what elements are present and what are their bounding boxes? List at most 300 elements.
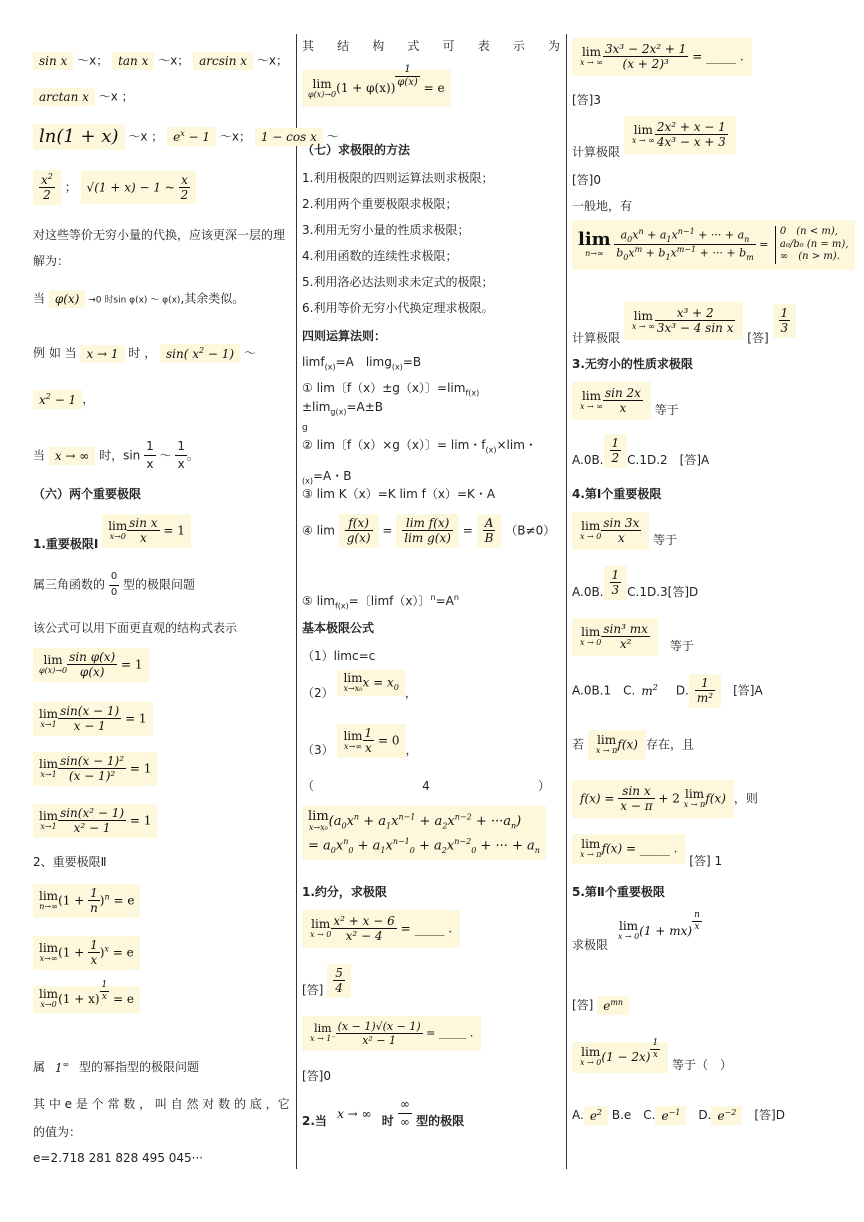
exponent: ∞ (62, 1060, 70, 1069)
base: 1 (54, 1061, 63, 1075)
denominator: x (146, 457, 154, 472)
formula-1-inf (49, 1058, 75, 1077)
text: ～ (243, 346, 256, 361)
formula-tanx: tan x (112, 52, 154, 70)
formula-e-minus-1 (655, 1106, 686, 1125)
formula-phi-e (302, 64, 451, 107)
lim: lim (343, 728, 363, 743)
text: 型的极限问题 (119, 577, 196, 592)
t: n (343, 837, 349, 847)
heading-limit-2: 5.第Ⅱ个重要极限 (572, 885, 665, 899)
formula (33, 648, 149, 682)
text: ×lim・ (496, 438, 537, 452)
e-base: e (173, 130, 181, 145)
denominator: 3 (780, 321, 789, 336)
numerator: (x − 1)√(x − 1) (337, 1020, 421, 1033)
method-1: 1.利用极限的四则运算法则求极限； (302, 171, 494, 185)
t: + ··· + a (694, 228, 745, 242)
important-limit-1 (33, 514, 191, 552)
exercise-2 (302, 1016, 481, 1051)
heading-arithmetic-rules: 四则运算法则： (302, 329, 387, 343)
answer-label: [答] (302, 983, 324, 998)
exercise-c3-6 (572, 618, 694, 656)
exercise-c3-1 (572, 38, 752, 76)
t: x (632, 228, 639, 242)
t: x (628, 246, 635, 260)
heading-reduce: 1.约分，求极限 (302, 885, 387, 899)
lim: lim (314, 1022, 332, 1036)
rule-1 (302, 380, 560, 418)
text: 当 (33, 291, 49, 306)
column-divider-right (566, 34, 567, 1169)
text: 求极限 (572, 937, 609, 952)
rest: − 1) (204, 347, 235, 361)
text: （ (302, 779, 315, 793)
text: 4 (422, 779, 430, 793)
answer-label: [答] (747, 331, 769, 346)
formula (33, 804, 157, 838)
options-c3-5 (572, 566, 698, 600)
formula (337, 670, 404, 696)
blank: _____ (414, 921, 445, 936)
text: = (458, 523, 477, 538)
denominator: 2 (180, 187, 189, 202)
denominator: x (364, 741, 372, 756)
text: C.1D.2 [答]A (627, 453, 710, 468)
exercise-c3-10 (572, 910, 708, 952)
text: B.e C. (608, 1108, 656, 1123)
dot: . (444, 921, 453, 936)
fraction (604, 434, 628, 468)
formula (33, 702, 153, 736)
paragraph-e-constant: 其 中 e 是 个 常 数 ， 叫 自 然 对 数 的 底 ，它的值为： (33, 1097, 290, 1139)
t: + a (353, 838, 381, 854)
formula-limit-1 (102, 514, 191, 548)
equiv-text: ～x ； (98, 89, 134, 104)
options-c3-4 (572, 434, 709, 468)
t: 0 (627, 234, 633, 244)
text: 若 (572, 737, 585, 752)
formula (33, 752, 157, 786)
formula-phi: φ(x) (49, 290, 86, 308)
lim: lim (343, 671, 363, 685)
section-heading-7: （七）求极限的方法 (302, 143, 411, 157)
equiv-text: ～x； (77, 53, 109, 68)
lim: lim (619, 919, 639, 934)
formula (572, 38, 752, 76)
t: n−1 (398, 812, 416, 822)
x: x (39, 393, 46, 407)
rule-0 (302, 354, 421, 373)
formula-arctanx: arctan x (33, 88, 95, 106)
text: 时 (377, 1114, 398, 1129)
denominator: x² − 1 (362, 1034, 397, 1048)
lim-sub: x→x₀ (343, 684, 363, 694)
text: [答]A (721, 683, 763, 698)
lim-sub: x → π (683, 800, 706, 810)
t: n (353, 812, 360, 822)
denominator: (x + 2)³ (622, 57, 669, 72)
exercise-c3-11 (572, 1038, 733, 1073)
text: 存在，且 (645, 737, 694, 752)
formula (33, 936, 140, 970)
exponent: 2 (652, 683, 658, 693)
numerator: 1 (780, 306, 789, 320)
exercise-c3-7 (572, 730, 694, 760)
formula-x2-over-2 (33, 170, 61, 205)
basic-1: （1）limc=c (302, 649, 376, 663)
formula-e-1x (33, 980, 140, 1013)
result: = 1 (126, 761, 152, 776)
lim-sub: x→1 (40, 720, 57, 730)
text: [答]D (742, 1108, 785, 1123)
numerator: 1 (611, 436, 620, 450)
t: 0 (341, 821, 347, 831)
sqrt-expr: √(1 + x) − 1 ~ (86, 179, 179, 194)
base-close: ) (99, 893, 105, 908)
lim-sub: φ(x)→0 (308, 89, 337, 99)
numerator: x³ + 2 (655, 306, 736, 321)
lim: lim (581, 518, 601, 533)
formula (477, 514, 502, 548)
denominator: x (177, 457, 185, 472)
numerator: ∞ (398, 1096, 412, 1114)
equivalence-row-2 (33, 88, 134, 106)
exponent: 2 (596, 1108, 603, 1117)
lim: lim (308, 809, 329, 824)
t: + a (643, 228, 667, 242)
paragraph-general: 一般地，有 (572, 199, 633, 213)
text: （2） (302, 685, 334, 700)
base-close: ) (99, 945, 105, 960)
text: ） (537, 779, 550, 793)
lim-sub: x→1 (40, 770, 57, 780)
text: ④ lim (302, 523, 339, 538)
formula-x2-1 (33, 390, 82, 409)
formula (339, 514, 379, 548)
sub: (x) (302, 476, 313, 486)
method-5: 5.利用洛必达法则求未定式的极限； (302, 275, 494, 289)
sub: f(x) (334, 601, 349, 611)
denominator: x (652, 1049, 658, 1060)
formula (302, 910, 460, 948)
base: (1 − 2x) (601, 1049, 651, 1064)
lim: lim (685, 786, 705, 801)
char: 其 (302, 39, 315, 53)
case: ∞ (n > m). (779, 251, 840, 262)
formula (396, 514, 459, 548)
denominator: x² (619, 637, 632, 652)
t: x (446, 838, 455, 854)
lim-sub: x → 0 (580, 532, 602, 542)
answer: [答] 1 (689, 853, 723, 868)
t: n−2 (454, 812, 472, 822)
lim-sub: n→∞ (585, 249, 604, 259)
denominator: g(x) (346, 531, 371, 546)
t: x (346, 814, 354, 830)
numerator: 0 (109, 570, 119, 586)
blank: _____ (706, 49, 737, 64)
dot: . (466, 1026, 474, 1040)
numerator: f(x) (345, 516, 373, 531)
formula-1-cosx: 1 − cos x (255, 128, 323, 146)
equiv-text: ～x； (219, 129, 251, 144)
t: x (391, 814, 399, 830)
equivalence-row-4 (33, 170, 196, 205)
text: =B (402, 355, 422, 369)
paragraph-explanation: 对这些等价无穷小量的代换，应该更深一层的理解为： (33, 228, 286, 268)
numerator: 1 (144, 438, 156, 456)
formula (624, 116, 736, 154)
sub: (x) (391, 362, 403, 372)
result: = e (108, 945, 134, 960)
heading-basic-formulas: 基本极限公式 (302, 621, 375, 635)
base-open: (1 + (58, 945, 89, 960)
numerator: A (483, 516, 496, 531)
heading: 1.重要极限Ⅰ (33, 537, 99, 552)
t: ) (516, 814, 522, 830)
exercise-c3-4 (572, 382, 679, 420)
text: 例 如 当 (33, 346, 81, 361)
paragraph-power-type (33, 1058, 199, 1077)
t: n−1 (677, 226, 695, 236)
t: 2 (441, 846, 447, 856)
lim-sub: x → ∞ (631, 136, 655, 146)
text: A.0B. (572, 453, 604, 468)
t: b (616, 246, 624, 260)
answer-fraction (327, 964, 351, 998)
text: 计算极限 (572, 145, 621, 160)
expr: f(x) (617, 737, 638, 752)
rule-5 (302, 592, 459, 612)
numerator: 1 (101, 980, 108, 990)
text: =〔limf（x）〕 (348, 594, 431, 608)
eq: = (755, 237, 772, 251)
lim-sub: x → ∞ (580, 402, 603, 412)
text: C.1D.3[答]D (627, 585, 699, 600)
lim: lim (597, 733, 617, 747)
text: ⑤ lim (302, 594, 335, 608)
lim: lim (311, 916, 331, 931)
t: 0 (409, 846, 415, 856)
dot: . (669, 841, 678, 856)
denominator: x − π (620, 799, 653, 814)
denominator: x (617, 531, 625, 546)
exponent: x (104, 944, 109, 954)
paragraph-trig-type (33, 570, 195, 600)
column-divider-left (296, 34, 297, 1169)
denominator: B (484, 531, 494, 546)
lim-sub: n→∞ (39, 902, 58, 912)
numerator: 1 (88, 886, 100, 901)
text: 型的极限 (411, 1114, 465, 1129)
lim: lim (39, 706, 59, 721)
numerator: sin x (129, 516, 158, 530)
numerator: x² + x − 6 (333, 914, 395, 928)
result: = e (419, 81, 445, 95)
base: e (589, 1109, 597, 1123)
fraction (604, 566, 628, 600)
e-value: e=2.718 281 828 495 045··· (33, 1151, 204, 1165)
base: e (717, 1109, 725, 1123)
numerator: sin 3x (603, 516, 640, 530)
denominator: x (619, 401, 627, 416)
text: 等于 (650, 403, 679, 418)
numerator: 1 (90, 938, 98, 952)
t: 1 (666, 234, 672, 244)
text: →0 时 (85, 295, 114, 306)
case: 0 (n < m), (779, 226, 838, 237)
section-heading-6: （六）两个重要极限 (33, 487, 142, 501)
blank: _____ (639, 841, 670, 856)
formula-e-x (33, 936, 140, 970)
text: 型的幂指型的极限问题 (75, 1060, 199, 1075)
fraction-1-over-x (144, 438, 156, 474)
expr: f(x) = (601, 841, 640, 856)
denominator: 2 (43, 188, 51, 203)
denominator: 0 (110, 586, 118, 598)
equivalence-row-1 (33, 52, 288, 70)
answer-1 (302, 964, 351, 998)
equiv-text: ～x ； (128, 129, 164, 144)
sub: (x) (485, 445, 497, 455)
lim: lim (581, 388, 602, 403)
formula-sin-x2-1 (160, 344, 240, 363)
x: x (41, 173, 48, 187)
text: 属三角函数的 (33, 577, 109, 592)
answer-fraction (773, 304, 797, 338)
formula (572, 618, 658, 656)
text: =A±B (346, 399, 384, 414)
eq: = (422, 1026, 439, 1040)
lim-sub: φ(x)→0 (39, 666, 68, 676)
fraction (689, 674, 721, 708)
heading-inf-type (302, 1096, 464, 1132)
formula (612, 910, 708, 947)
t: n (638, 226, 644, 236)
t: (a (328, 814, 342, 830)
formula (302, 806, 546, 860)
formula (588, 730, 646, 760)
t: + ··· + b (696, 246, 747, 260)
char: 式 (407, 39, 420, 53)
lim: lim (633, 122, 653, 137)
formula (337, 724, 405, 758)
exercise-c3-2 (572, 116, 736, 160)
numerator: sin(x − 1) (60, 704, 120, 718)
denominator: x (101, 991, 107, 1002)
t: + a (359, 814, 386, 830)
text: limf (302, 355, 325, 369)
text: 时，sin (95, 448, 145, 463)
lim: lim (43, 652, 63, 667)
char: 结 (337, 39, 350, 53)
base: (1 + φ(x)) (336, 81, 396, 95)
formula (572, 512, 649, 550)
t: + a (415, 814, 443, 830)
formula-arcsinx: arcsin x (193, 52, 253, 70)
numerator: sin(x² − 1) (60, 806, 125, 820)
formula-structure-4 (33, 804, 157, 838)
formula (572, 834, 685, 864)
sub: g(x) (330, 407, 347, 417)
text: A. (572, 1108, 584, 1123)
numerator: 1 (364, 726, 373, 740)
text: ±lim (302, 399, 331, 414)
formula-expx (167, 127, 216, 146)
formula-x-to-inf: x → ∞ (49, 447, 95, 465)
denominator: 2 (611, 451, 620, 466)
denominator: φ(x) (397, 77, 418, 88)
lim: lim (108, 518, 128, 533)
paragraph-structure: 该公式可以用下面更直观的结构式表示 (33, 621, 238, 635)
base: (1 + mx) (639, 923, 693, 938)
denominator: x (694, 921, 700, 932)
base: e (661, 1109, 669, 1123)
text: A.0B. (572, 585, 604, 600)
formula-ln1x: ln(1 + x) (33, 124, 125, 150)
paragraph-example (33, 344, 256, 363)
dot: . (736, 49, 744, 64)
text: ,其余类似。 (180, 291, 245, 306)
sub: f(x) (465, 388, 480, 398)
lim-sub: x → ∞ (631, 322, 655, 332)
denominator: x² − 4 (345, 929, 383, 944)
basic-4-formula (302, 806, 546, 860)
t: 1 (665, 253, 671, 263)
equiv-text: ～x； (158, 53, 190, 68)
result: = 1 (126, 813, 152, 828)
t: x (447, 814, 455, 830)
denominator: 4 (335, 981, 343, 996)
lim: lim (578, 229, 611, 251)
eq: = (396, 921, 415, 936)
numerator: lim f(x) (402, 516, 453, 531)
formula-structure-2 (33, 702, 153, 736)
rule-1-overflow: g (302, 423, 308, 433)
formula (572, 1038, 668, 1073)
formula-x-to-1: x → 1 (80, 345, 124, 363)
lim: lim (39, 808, 59, 823)
denominator: 4x³ − x + 3 (656, 135, 726, 150)
char: 构 (372, 39, 385, 53)
text: （3） (302, 743, 334, 758)
t: + ···a (471, 814, 512, 830)
heading-important-limit-2: 2、重要极限Ⅱ (33, 855, 107, 869)
lim-sub: x → π (580, 850, 602, 860)
text: ， (82, 392, 95, 407)
char: 表 (477, 39, 490, 53)
lim: lim (39, 888, 59, 903)
denominator: (x − 1)² (68, 769, 116, 784)
result: = 1 (117, 657, 143, 672)
denominator: x − 1 (73, 719, 106, 734)
t: n−1 (392, 837, 410, 847)
case: a₀/b₀ (n = m), (779, 238, 849, 250)
numerator: sin(x − 1)² (60, 754, 125, 768)
t: 1 (386, 821, 392, 831)
exercise-1 (302, 910, 460, 948)
lim: lim (581, 44, 602, 59)
t: x (385, 838, 393, 854)
basic-3 (302, 724, 418, 758)
base: e (603, 999, 611, 1013)
exponent: 2 (199, 346, 205, 355)
lim-sub: x → 0 (617, 932, 640, 942)
eq: = (688, 49, 707, 64)
general-formula (572, 220, 855, 270)
lim: lim (581, 1045, 601, 1060)
